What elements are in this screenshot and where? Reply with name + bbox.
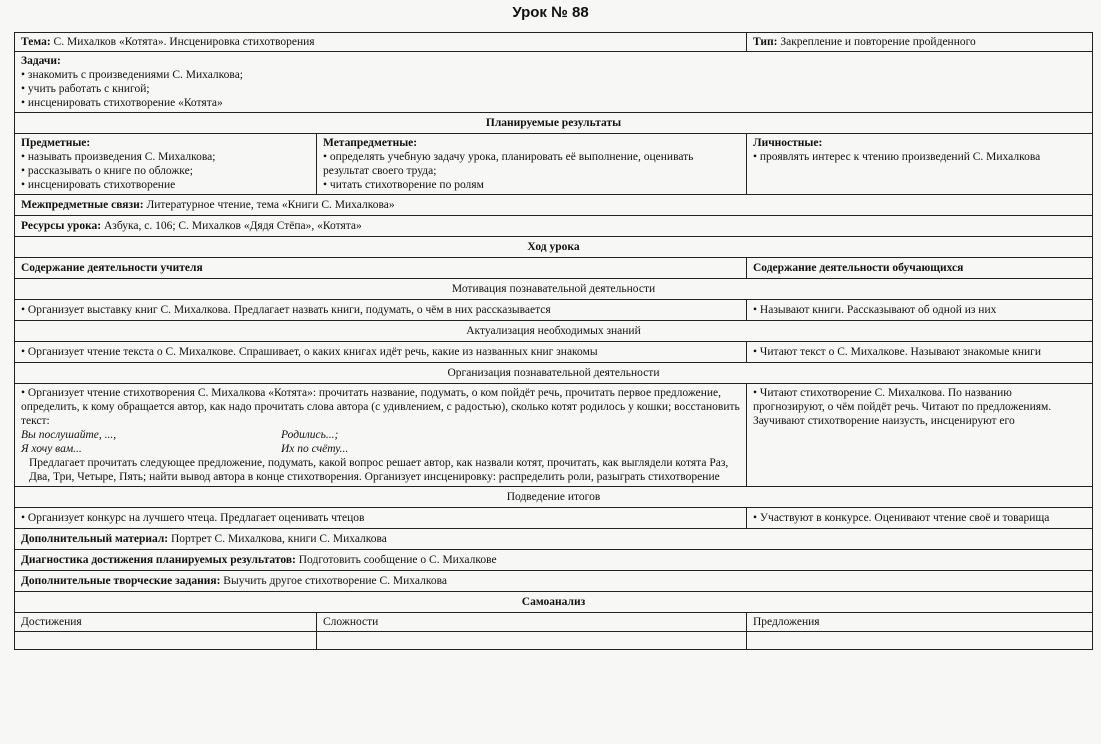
- diagnostics-row: [15, 550, 1093, 571]
- students-activity: [747, 508, 1093, 529]
- type-text: Закрепление и повторение пройденного: [780, 36, 976, 48]
- list-item: • Организует выставку книг С. Михалкова. Предлагает назвать книги, подумать, о чём в них рассказывается: [21, 303, 740, 317]
- lesson-plan-table: [14, 32, 1093, 650]
- planned-header: Планируемые результаты: [15, 113, 1093, 134]
- meta-label: Метапредметные:: [323, 137, 418, 149]
- lesson-title: Урок № 88: [512, 4, 589, 21]
- type-label: Тип:: [753, 36, 778, 48]
- students-header: Содержание деятельности обучающихся: [747, 258, 1093, 279]
- stage-header-row: [15, 363, 1093, 384]
- results-row: [15, 134, 1093, 195]
- stage-row: [15, 508, 1093, 529]
- tasks-label: Задачи:: [21, 55, 61, 67]
- list-item: • Читают стихотворение С. Михалкова. По названию прогнозируют, о чём пойдёт речь. Читают по предложениям. Заучивают стихотворение наизусть, инсценируют его: [753, 386, 1086, 428]
- stage-name: Мотивация познавательной деятельности: [15, 279, 1093, 300]
- stage-name: Актуализация необходимых знаний: [15, 321, 1093, 342]
- list-item: • Организует чтение стихотворения С. Михалкова «Котята»: прочитать название, подумать, о ком пойдёт речь, прочитать первое предложение, определить, к кому обращается автор, как надо прочитать слова автора (с удивлением, с радостью), сколько котят родилось у кошки; восстановить текст:: [21, 386, 740, 428]
- meta-list: [323, 150, 740, 192]
- poem-line: Я хочу вам...: [21, 443, 82, 455]
- meta-results-cell: [317, 134, 747, 195]
- additional-cell: [15, 529, 1093, 550]
- poem-line: Вы послушайте, ...,: [21, 429, 117, 441]
- teacher-activity: [15, 508, 747, 529]
- personal-results-cell: [747, 134, 1093, 195]
- topic-label: Тема:: [21, 36, 51, 48]
- course-header-row: [15, 237, 1093, 258]
- teacher-activity: [15, 342, 747, 363]
- subject-list: [21, 150, 310, 192]
- list-item: • Называют книги. Рассказывают об одной из них: [753, 303, 1086, 317]
- tasks-row: [15, 52, 1093, 113]
- list-item: • знакомить с произведениями С. Михалкова;: [21, 68, 1086, 82]
- topic-row: [15, 33, 1093, 52]
- list-item: • определять учебную задачу урока, планировать её выполнение, оценивать результат своего труда;: [323, 150, 740, 178]
- teacher-header: Содержание деятельности учителя: [15, 258, 747, 279]
- diagnostics-text: Подготовить сообщение о С. Михалкове: [298, 554, 497, 566]
- achievements-cell: [15, 632, 317, 650]
- list-item: • учить работать с книгой;: [21, 82, 1086, 96]
- creative-row: [15, 571, 1093, 592]
- personal-label: Личностные:: [753, 137, 823, 149]
- personal-list: [753, 150, 1086, 164]
- students-activity: [747, 342, 1093, 363]
- creative-text: Выучить другое стихотворение С. Михалкова: [223, 575, 447, 587]
- teacher-activity: [15, 384, 747, 487]
- achievements-header: Достижения: [15, 613, 317, 632]
- stage-row: [15, 342, 1093, 363]
- stage-header-row: [15, 487, 1093, 508]
- list-item: • Организует чтение текста о С. Михалкове. Спрашивает, о каких книгах идёт речь, какие из названных книг знакомы: [21, 345, 740, 359]
- subject-results-cell: [15, 134, 317, 195]
- students-activity: [747, 384, 1093, 487]
- list-item: • рассказывать о книге по обложке;: [21, 164, 310, 178]
- interdisciplinary-text: Литературное чтение, тема «Книги С. Михалкова»: [146, 199, 395, 211]
- creative-cell: [15, 571, 1093, 592]
- list-item: • Организует конкурс на лучшего чтеца. Предлагает оценивать чтецов: [21, 511, 740, 525]
- teacher-activity: [15, 300, 747, 321]
- columns-header-row: [15, 258, 1093, 279]
- tasks-list: [21, 68, 1086, 110]
- list-item: • Читают текст о С. Михалкове. Называют знакомые книги: [753, 345, 1086, 359]
- additional-label: Дополнительный материал:: [21, 533, 169, 545]
- stage-name: Организация познавательной деятельности: [15, 363, 1093, 384]
- poem-fragment: [21, 428, 740, 456]
- list-item: • проявлять интерес к чтению произведений С. Михалкова: [753, 150, 1086, 164]
- resources-row: [15, 216, 1093, 237]
- stage-name: Подведение итогов: [15, 487, 1093, 508]
- additional-row: [15, 529, 1093, 550]
- list-item: • Участвуют в конкурсе. Оценивают чтение своё и товарища: [753, 511, 1086, 525]
- difficulties-cell: [317, 632, 747, 650]
- interdisciplinary-label: Межпредметные связи:: [21, 199, 144, 211]
- poem-line: Родились...;: [281, 429, 339, 441]
- selfanalysis-title: Самоанализ: [15, 592, 1093, 613]
- suggestions-header: Предложения: [747, 613, 1093, 632]
- course-header: Ход урока: [15, 237, 1093, 258]
- students-activity: [747, 300, 1093, 321]
- creative-label: Дополнительные творческие задания:: [21, 575, 221, 587]
- stage-header-row: [15, 321, 1093, 342]
- list-item: • называть произведения С. Михалкова;: [21, 150, 310, 164]
- tasks-cell: [15, 52, 1093, 113]
- interdisciplinary-cell: [15, 195, 1093, 216]
- topic-cell: [15, 33, 747, 52]
- teacher-activity-more: Предлагает прочитать следующее предложение, подумать, какой вопрос решает автор, как назвали котят, прочитать, как выглядели котята Раз, Два, Три, Четыре, Пять; найти вывод автора в конце стихотворения. Организует инсценировку: распределить роли, разыграть стихотворение: [29, 457, 729, 483]
- list-item: • инсценировать стихотворение: [21, 178, 310, 192]
- subject-label: Предметные:: [21, 137, 91, 149]
- selfanalysis-header-row: [15, 592, 1093, 613]
- poem-line: Их по счёту...: [281, 443, 349, 455]
- planned-header-row: [15, 113, 1093, 134]
- selfanalysis-cols-row: [15, 613, 1093, 632]
- resources-cell: [15, 216, 1093, 237]
- stage-row: [15, 384, 1093, 487]
- additional-text: Портрет С. Михалкова, книги С. Михалкова: [170, 533, 387, 545]
- diagnostics-cell: [15, 550, 1093, 571]
- interdisciplinary-row: [15, 195, 1093, 216]
- resources-label: Ресурсы урока:: [21, 220, 102, 232]
- suggestions-cell: [747, 632, 1093, 650]
- list-item: • инсценировать стихотворение «Котята»: [21, 96, 1086, 110]
- selfanalysis-blank-row: [15, 632, 1093, 650]
- diagnostics-label: Диагностика достижения планируемых результатов:: [21, 554, 296, 566]
- resources-text: Азбука, с. 106; С. Михалков «Дядя Стёпа», «Котята»: [103, 220, 362, 232]
- topic-text: С. Михалков «Котята». Инсценировка стихотворения: [53, 36, 315, 48]
- stage-row: [15, 300, 1093, 321]
- type-cell: [747, 33, 1093, 52]
- stage-header-row: [15, 279, 1093, 300]
- list-item: • читать стихотворение по ролям: [323, 178, 740, 192]
- difficulties-header: Сложности: [317, 613, 747, 632]
